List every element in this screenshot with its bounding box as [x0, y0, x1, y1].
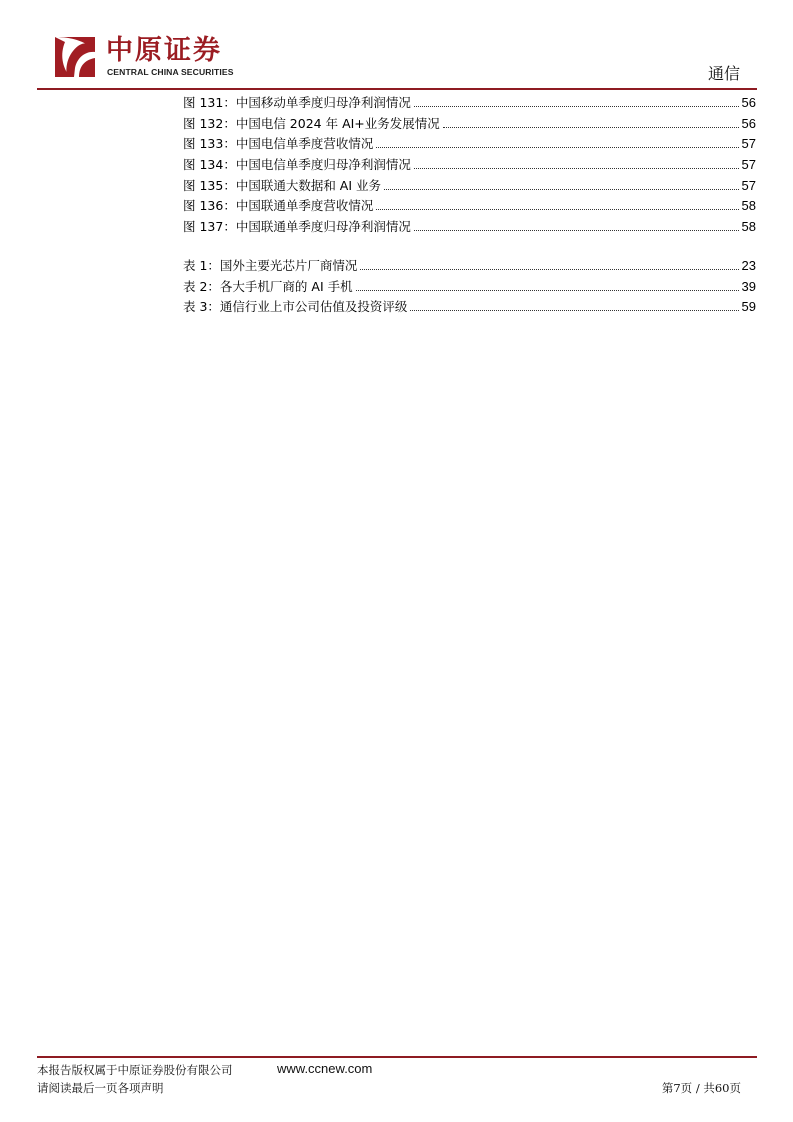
toc-entry[interactable] — [183, 93, 756, 111]
toc-entry-page: 59 — [741, 299, 756, 314]
footer-divider — [37, 1056, 757, 1058]
dot-leader — [414, 229, 739, 231]
toc-entry[interactable] — [183, 297, 756, 315]
toc-entry-page: 58 — [741, 198, 756, 213]
toc-entry[interactable] — [183, 114, 756, 132]
dot-leader — [414, 167, 739, 169]
toc-entry-page: 56 — [741, 116, 756, 131]
toc-entry[interactable] — [183, 217, 756, 235]
toc-entry[interactable] — [183, 134, 756, 152]
dot-leader — [414, 105, 739, 107]
dot-leader — [356, 289, 739, 291]
toc-entry-label: 图 136：中国联通单季度营收情况 — [183, 198, 374, 213]
footer-disclaimer: 请阅读最后一页各项声明 — [37, 1081, 164, 1095]
toc-entry[interactable] — [183, 155, 756, 173]
toc-entry-label: 图 131：中国移动单季度归母净利润情况 — [183, 95, 411, 110]
toc-entry-label: 图 134：中国电信单季度归母净利润情况 — [183, 157, 411, 172]
page-number: 第7页 / 共60页 — [661, 1081, 741, 1095]
footer-website-link[interactable]: www.ccnew.com — [277, 1061, 373, 1076]
header-divider — [37, 88, 757, 90]
toc-entry-page: 23 — [741, 258, 756, 273]
dot-leader — [376, 146, 738, 148]
toc-entry[interactable] — [183, 277, 756, 295]
toc-entry-label: 表 1：国外主要光芯片厂商情况 — [183, 258, 358, 273]
dot-leader — [384, 188, 739, 190]
company-logo-icon — [52, 34, 98, 80]
toc-entry-page: 39 — [741, 279, 756, 294]
dot-leader — [443, 126, 739, 128]
toc-entry-label: 表 3：通信行业上市公司估值及投资评级 — [183, 299, 408, 314]
industry-label: 通信 — [707, 64, 740, 83]
brand-name-en: CENTRAL CHINA SECURITIES — [107, 67, 234, 77]
dot-leader — [410, 309, 738, 311]
toc-entry-page: 57 — [741, 157, 756, 172]
toc-entry-page: 57 — [741, 178, 756, 193]
toc-entry-page: 56 — [741, 95, 756, 110]
toc-entry-label: 图 135：中国联通大数据和 AI 业务 — [183, 178, 382, 193]
footer-copyright: 本报告版权属于中原证券股份有限公司 — [37, 1063, 233, 1077]
toc-entry[interactable] — [183, 256, 756, 274]
toc-entry[interactable] — [183, 176, 756, 194]
page-header — [0, 0, 793, 92]
toc-entry-label: 图 132：中国电信 2024 年 AI+业务发展情况 — [183, 116, 440, 131]
toc-entry-page: 58 — [741, 219, 756, 234]
toc-entry-label: 图 133：中国电信单季度营收情况 — [183, 136, 374, 151]
dot-leader — [360, 268, 738, 270]
toc-entry-page: 57 — [741, 136, 756, 151]
brand-name-cn: 中原证券 — [106, 35, 222, 66]
toc-entry[interactable] — [183, 196, 756, 214]
toc-entry-label: 图 137：中国联通单季度归母净利润情况 — [183, 219, 411, 234]
dot-leader — [376, 208, 738, 210]
toc-entry-label: 表 2：各大手机厂商的 AI 手机 — [183, 279, 353, 294]
